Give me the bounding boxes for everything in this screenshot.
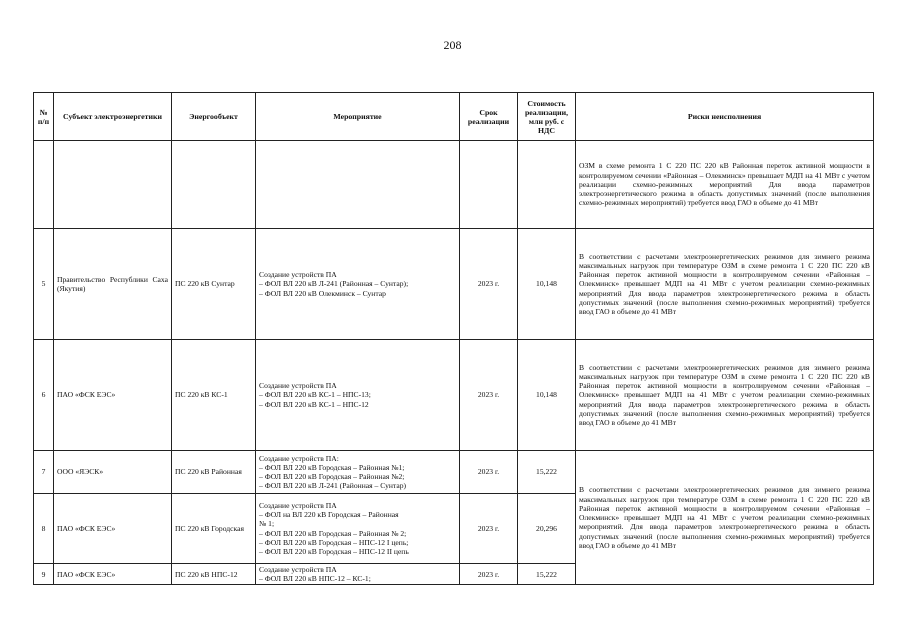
measure-line: – ФОЛ на ВЛ 220 кВ Городская – Районная (259, 510, 399, 520)
header-num: № п/п (34, 93, 54, 141)
cell-num: 9 (34, 564, 54, 585)
table-row (34, 340, 874, 451)
measure-line: Создание устройств ПА: (259, 453, 339, 463)
cell-cost: 10,148 (518, 340, 576, 451)
table-row (34, 229, 874, 340)
cell-measure (256, 141, 460, 229)
cell-cost: 10,148 (518, 229, 576, 340)
cell-term: 2023 г. (460, 564, 518, 585)
measure-line: – ФОЛ ВЛ 220 кВ Городская – Районная № 2; (259, 528, 407, 538)
cell-cost: 20,296 (518, 494, 576, 564)
cell-object: ПС 220 кВ Городская (172, 494, 256, 564)
measure-line: – ФОЛ ВЛ 220 кВ НПС-12 – КС-1; (259, 574, 371, 584)
header-measure: Мероприятие (256, 93, 460, 141)
cell-num: 6 (34, 340, 54, 451)
cell-measure (256, 229, 460, 340)
cell-risk: В соответствии с расчетами электроэнергетических режимов для зимнего режима максимальных нагрузок при температуре ОЗМ в схеме ремонта 1 С 220 ПС 220 кВ Районная переток активной мощности в контролируемом сечении «Районная – Олекминск» превышает МДП на 41 МВт с учетом реализации схемно-режимных мероприятий Для ввода параметров электроэнергетического режима в область допустимых значений (после выполнения схемно-режимных мероприятий) требуется ввод ГАО в объеме до 41 МВт (576, 229, 874, 340)
cell-cost (518, 141, 576, 229)
cell-risk: В соответствии с расчетами электроэнергетических режимов для зимнего режима максимальных нагрузок при температуре ОЗМ в схеме ремонта 1 С 220 ПС 220 кВ Районная переток активной мощности в контролируемом сечении «Районная – Олекминск» превышает МДП на 41 МВт с учетом реализации схемно-режимных мероприятий. Для ввода параметров электроэнергетического режима в область допустимых значений (после выполнения схемно-режимных мероприятий) требуется ввод ГАО в объеме до 41 МВт (576, 451, 874, 585)
header-subject: Субъект электроэнергетики (54, 93, 172, 141)
header-object: Энергообъект (172, 93, 256, 141)
cell-object (172, 141, 256, 229)
cell-num (34, 141, 54, 229)
header-risks: Риски неисполнения (576, 93, 874, 141)
cell-term: 2023 г. (460, 340, 518, 451)
measure-line: – ФОЛ ВЛ 220 кВ Олекминск – Сунтар (259, 288, 386, 298)
measure-line: – ФОЛ ВЛ 220 кВ Городская – НПС-12 II цепь (259, 546, 409, 556)
measure-line: – ФОЛ ВЛ 220 кВ Городская – Районная №2; (259, 472, 405, 481)
subject-text: Правительство Республики Саха (Якутия) (57, 274, 168, 293)
measure-line: – ФОЛ ВЛ 220 кВ Л-241 (Районная – Сунтар) (259, 481, 407, 491)
measure-line: – ФОЛ ВЛ 220 кВ Городская – НПС-12 I цепь; (259, 537, 409, 547)
cell-subject: ПАО «ФСК ЕЭС» (54, 340, 172, 451)
measure-line: – ФОЛ ВЛ 220 кВ Л-241 (Районная – Сунтар); (259, 279, 409, 289)
cell-object: ПС 220 кВ Сунтар (172, 229, 256, 340)
cell-object: ПС 220 кВ Районная (172, 451, 256, 494)
cell-cost: 15,222 (518, 451, 576, 494)
cell-object: ПС 220 кВ НПС-12 (172, 564, 256, 585)
cell-num: 5 (34, 229, 54, 340)
cell-subject: ПАО «ФСК ЕЭС» (54, 564, 172, 585)
cell-measure (256, 451, 460, 494)
cell-term (460, 141, 518, 229)
cell-subject (54, 141, 172, 229)
cell-measure (256, 564, 460, 585)
cell-subject: ООО «ЯЭСК» (54, 451, 172, 494)
cell-risk: В соответствии с расчетами электроэнергетических режимов для зимнего режима максимальных нагрузок при температуре ОЗМ в схеме ремонта 1 С 220 ПС 220 кВ Районная переток активной мощности в контролируемом сечении «Районная – Олекминск» превышает МДП на 41 МВт с учетом реализации схемно-режимных мероприятий Для ввода параметров электроэнергетического режима в область допустимых значений (после выполнения схемно-режимных мероприятий) требуется ввод ГАО в объеме до 41 МВт (576, 340, 874, 451)
cell-subject: ПАО «ФСК ЕЭС» (54, 494, 172, 564)
measure-line: – ФОЛ ВЛ 220 кВ КС-1 – НПС-13; (259, 390, 371, 400)
cell-subject (54, 229, 172, 340)
cell-term: 2023 г. (460, 229, 518, 340)
cell-risk: ОЗМ в схеме ремонта 1 С 220 ПС 220 кВ Районная переток активной мощности в контролируемом сечении «Районная – Олекминск» превышает МДП на 41 МВт с учетом реализации схемно-режимных мероприятий Для ввода параметров электроэнергетического режима в область допустимых значений (после выполнения схемно-режимных мероприятий) требуется ввод ГАО в объеме до 41 МВт (576, 141, 874, 229)
measure-line: Создание устройств ПА (259, 565, 337, 574)
measures-table (33, 92, 874, 585)
measure-line: – ФОЛ ВЛ 220 кВ Городская – Районная №1; (259, 462, 405, 472)
page-number: 208 (443, 38, 462, 52)
measure-line: – ФОЛ ВЛ 220 кВ КС-1 – НПС-12 (259, 399, 369, 409)
measure-line: № 1; (259, 519, 275, 529)
measure-line: Создание устройств ПА (259, 500, 337, 510)
cell-num: 7 (34, 451, 54, 494)
cell-cost: 15,222 (518, 564, 576, 585)
table-row (34, 451, 874, 494)
cell-term: 2023 г. (460, 451, 518, 494)
table-row-continuation (34, 141, 874, 229)
cell-object: ПС 220 кВ КС-1 (172, 340, 256, 451)
cell-measure (256, 340, 460, 451)
header-term: Срок реализации (460, 93, 518, 141)
cell-term: 2023 г. (460, 494, 518, 564)
measure-line: Создание устройств ПА (259, 381, 337, 391)
cell-measure (256, 494, 460, 564)
header-row (34, 93, 874, 141)
header-cost: Стоимость реализации, млн руб. с НДС (518, 93, 576, 141)
measure-line: Создание устройств ПА (259, 270, 337, 280)
cell-num: 8 (34, 494, 54, 564)
